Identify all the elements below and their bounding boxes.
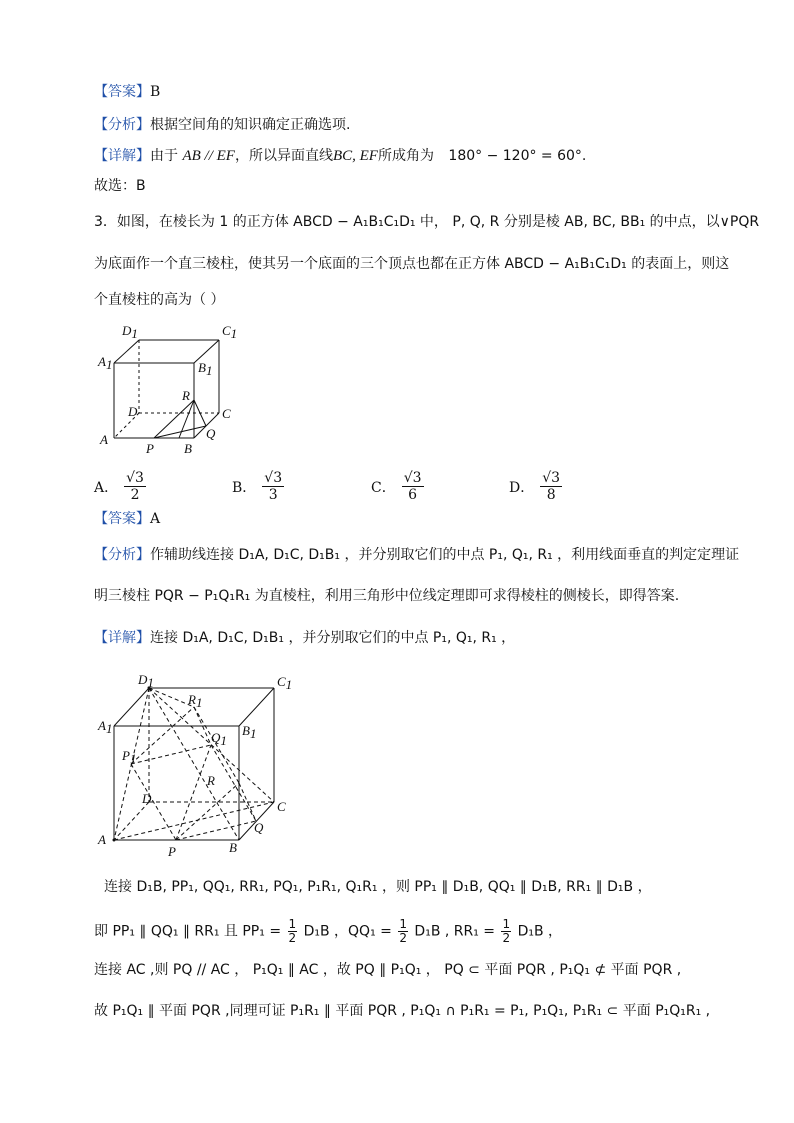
fig1-label-p: P — [146, 441, 154, 456]
option-a-den: 2 — [130, 487, 140, 503]
option-b-den: 3 — [268, 487, 278, 503]
q2-answer: B — [150, 84, 161, 100]
analysis-label: 【分析】 — [94, 117, 150, 133]
q3-detail-label: 【详解】 — [94, 630, 150, 646]
q3-detail-line — [94, 628, 515, 648]
fig2-label-d1: D1 — [138, 672, 154, 690]
option-d-label: D． — [509, 479, 535, 496]
q3-analysis-label: 【分析】 — [94, 547, 150, 563]
q3-body-line4: 故 P₁Q₁ ∥ 平面 PQR ,同理可证 P₁R₁ ∥ 平面 PQR , P₁Q₁ ∩ P₁R₁ = P₁, P₁Q₁, P₁R₁ ⊂ 平面 P₁Q₁R₁ , — [94, 1003, 711, 1019]
q2-detail-math3: 180° − 120° = 60°. — [448, 148, 587, 164]
option-a-num: √3 — [126, 470, 144, 486]
option-c-label: C． — [371, 479, 396, 496]
half-num-2: 1 — [399, 917, 407, 931]
q2-detail-line — [94, 146, 586, 166]
fig2-label-q: Q — [254, 820, 264, 835]
fig2-label-r1: R1 — [188, 692, 203, 710]
q3-answer-label: 【答案】 — [94, 511, 150, 527]
answer-label: 【答案】 — [94, 84, 150, 100]
q3-stem-line3: 个直棱柱的高为（ ） — [94, 292, 225, 308]
body2-d: D₁B ， — [517, 923, 563, 940]
q3-body-line1: 连接 D₁B, PP₁, QQ₁, RR₁, PQ₁, P₁R₁, Q₁R₁ ，则 PP₁ ∥ D₁B, QQ₁ ∥ D₁B, RR₁ ∥ D₁B ， — [104, 879, 652, 895]
half-den-3: 2 — [502, 931, 511, 945]
fig1-label-q: Q — [206, 426, 216, 441]
option-d-frac — [540, 470, 562, 503]
option-a-frac — [124, 470, 146, 503]
fig2-label-a: A — [98, 832, 106, 847]
q2-answer-line — [94, 82, 160, 102]
body2-b: D₁B ，QQ₁ = — [303, 923, 392, 940]
q3-option-a[interactable] — [94, 470, 146, 503]
fig1-label-d: D — [128, 404, 138, 419]
fig1-label-r: R — [182, 388, 190, 403]
half-num-3: 1 — [502, 917, 511, 931]
fig2-label-d: D — [142, 791, 152, 806]
fig1-label-c1: C1 — [222, 323, 238, 341]
q3-stem-line2: 为底面作一个直三棱柱，使其另一个底面的三个顶点也都在正方体 ABCD − A₁B₁C₁D₁ 的表面上，则这 — [94, 256, 730, 272]
fig2-label-p: P — [168, 844, 176, 859]
q3-answer-line — [94, 509, 160, 529]
q2-analysis: 根据空间角的知识确定正确选项. — [150, 117, 351, 133]
option-c-frac — [402, 470, 424, 503]
fig1-label-b1: B1 — [198, 360, 213, 378]
q3-stem-line1: 3．如图，在棱长为 1 的正方体 ABCD − A₁B₁C₁D₁ 中， P, Q, R 分别是棱 AB, BC, BB₁ 的中点，以∨PQR — [94, 214, 760, 230]
q2-detail-math2: BC, EF — [332, 148, 378, 164]
fig2-label-c: C — [277, 799, 286, 814]
q3-body-line2 — [94, 918, 562, 945]
q2-analysis-line — [94, 115, 350, 135]
q3-option-d[interactable] — [509, 470, 562, 503]
fig2-label-p1: P1 — [122, 748, 137, 766]
half-den-1: 2 — [288, 931, 297, 945]
cube-figure-1 — [94, 318, 254, 458]
q3-option-b[interactable] — [232, 470, 284, 503]
q3-analysis-text1: 作辅助线连接 D₁A, D₁C, D₁B₁ ，并分别取它们的中点 P₁, Q₁, R₁ ，利用线面垂直的判定定理证 — [150, 547, 740, 563]
fig1-label-a: A — [100, 432, 108, 447]
q3-analysis-line1 — [94, 545, 739, 565]
fig1-label-b: B — [184, 441, 192, 456]
body2-a: 即 PP₁ ∥ QQ₁ ∥ RR₁ 且 PP₁ = — [94, 923, 282, 940]
fig2-label-c1: C1 — [277, 674, 293, 692]
option-d-num: √3 — [542, 470, 561, 486]
option-b-label: B． — [232, 479, 257, 496]
q2-conclusion: 故选：B — [94, 178, 146, 194]
q3-body-line3: 连接 AC ,则 PQ // AC ， P₁Q₁ ∥ AC ，故 PQ ∥ P₁Q₁ ， PQ ⊂ 平面 PQR , P₁Q₁ ⊄ 平面 PQR , — [94, 962, 682, 978]
half-frac-3 — [501, 918, 511, 945]
half-den-2: 2 — [399, 931, 407, 945]
option-d-den: 8 — [546, 487, 556, 503]
option-b-frac — [262, 470, 284, 503]
q3-analysis-line2: 明三棱柱 PQR − P₁Q₁R₁ 为直棱柱，利用三角形中位线定理即可求得棱柱的侧棱长，即得答案. — [94, 588, 680, 604]
cube-figure-2 — [94, 668, 304, 863]
fig2-label-b: B — [229, 840, 237, 855]
option-b-num: √3 — [264, 470, 283, 486]
q2-detail-math1: AB // EF — [182, 148, 235, 164]
option-c-num: √3 — [403, 470, 422, 486]
q3-option-c[interactable] — [371, 470, 424, 503]
fig2-label-r: R — [207, 773, 215, 788]
half-frac-2 — [398, 918, 408, 945]
fig1-label-c: C — [222, 406, 231, 421]
option-c-den: 6 — [408, 487, 418, 503]
option-a-label: A． — [94, 479, 119, 496]
q2-detail-mid: ，所以异面直线 — [234, 148, 333, 164]
body2-c: D₁B , RR₁ = — [414, 923, 496, 940]
fig2-label-q1: Q1 — [211, 730, 227, 748]
half-frac-1 — [288, 918, 298, 945]
half-num-1: 1 — [288, 917, 297, 931]
q3-detail-text: 连接 D₁A, D₁C, D₁B₁ ，并分别取它们的中点 P₁, Q₁, R₁ ， — [150, 630, 516, 646]
fig2-label-b1: B1 — [242, 723, 257, 741]
fig2-label-a1: A1 — [98, 718, 113, 736]
q2-detail-mid2: 所成角为 — [377, 148, 434, 164]
fig1-label-d1: D1 — [122, 323, 138, 341]
fig1-label-a1: A1 — [98, 354, 113, 372]
q2-detail-prefix: 由于 — [150, 148, 178, 164]
detail-label: 【详解】 — [94, 148, 150, 164]
q3-answer: A — [150, 511, 161, 527]
